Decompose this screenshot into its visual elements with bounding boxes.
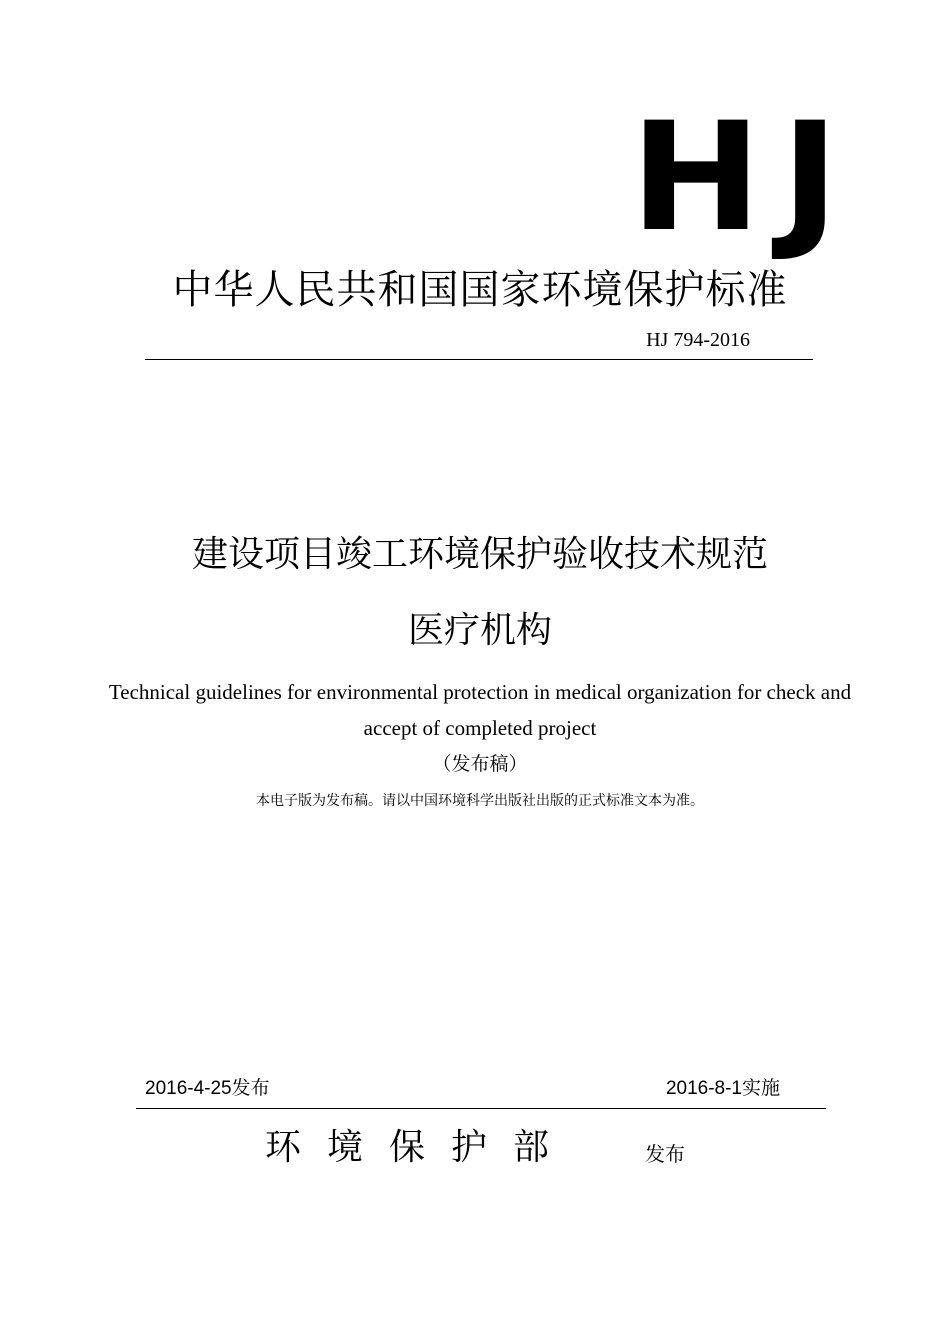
publish-date: 2016-4-25发布: [145, 1078, 270, 1099]
hj-logo: HJ: [630, 91, 859, 265]
standard-code: HJ 794-2016: [646, 329, 750, 351]
document-subtitle: 医疗机构: [407, 610, 552, 651]
footer-divider: [136, 1108, 826, 1109]
draft-label: （发布稿）: [432, 753, 528, 775]
issued-label: 发布: [645, 1142, 685, 1166]
english-title: Technical guidelines for environmental protection in medical organization for check and accept of completed project: [108, 680, 852, 740]
implement-date: 2016-8-1实施: [665, 1078, 780, 1099]
edition-note: 本电子版为发布稿。请以中国环境科学出版社出版的正式标准文本为准。: [256, 793, 704, 809]
header-divider: [145, 359, 813, 360]
document-title: 建设项目竣工环境保护验收技术规范: [191, 534, 768, 575]
issuing-authority: 环境保护部: [265, 1127, 576, 1168]
standard-title: 中华人民共和国国家环境保护标准: [172, 267, 788, 313]
